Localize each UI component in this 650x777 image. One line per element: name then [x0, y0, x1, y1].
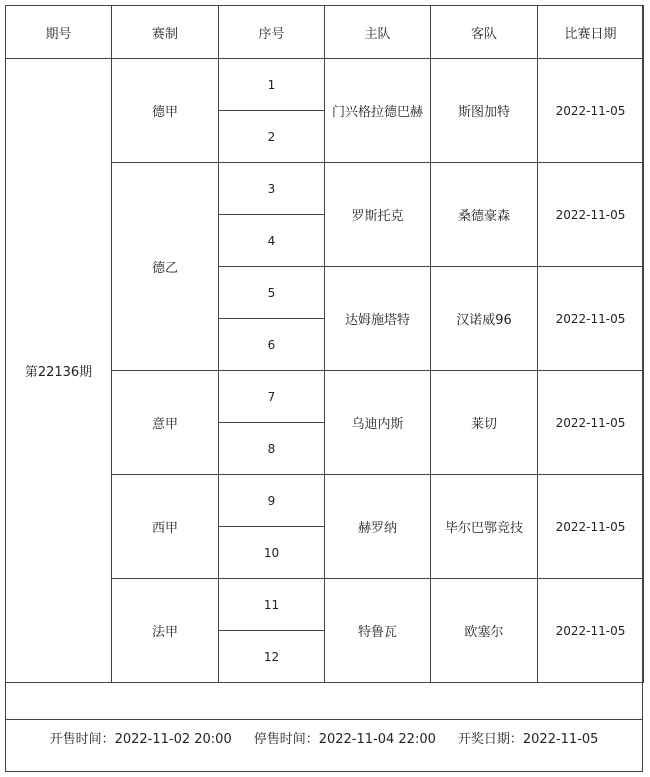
away-team-cell: 桑德豪森 — [431, 163, 538, 267]
match-date-cell: 2022-11-05 — [538, 163, 644, 267]
away-team-cell: 汉诺威96 — [431, 267, 538, 371]
home-team-cell: 乌迪内斯 — [325, 371, 431, 475]
header-issue: 期号 — [6, 6, 112, 59]
seq-cell: 11 — [219, 579, 325, 631]
header-seq: 序号 — [219, 6, 325, 59]
seq-cell: 2 — [219, 111, 325, 163]
blank-row — [5, 681, 643, 720]
match-schedule-table — [5, 5, 644, 683]
seq-cell: 4 — [219, 215, 325, 267]
header-home: 主队 — [325, 6, 431, 59]
away-team-cell: 斯图加特 — [431, 59, 538, 163]
seq-cell: 10 — [219, 527, 325, 579]
seq-cell: 12 — [219, 631, 325, 683]
seq-cell: 7 — [219, 371, 325, 423]
home-team-cell: 罗斯托克 — [325, 163, 431, 267]
home-team-cell: 门兴格拉德巴赫 — [325, 59, 431, 163]
match-date-cell: 2022-11-05 — [538, 59, 644, 163]
match-date-cell: 2022-11-05 — [538, 371, 644, 475]
home-team-cell: 赫罗纳 — [325, 475, 431, 579]
match-date-cell: 2022-11-05 — [538, 579, 644, 683]
home-team-cell: 特鲁瓦 — [325, 579, 431, 683]
match-date-cell: 2022-11-05 — [538, 267, 644, 371]
table-row — [6, 59, 644, 111]
sale-info-footer — [5, 720, 643, 760]
match-date-cell: 2022-11-05 — [538, 475, 644, 579]
home-team-cell: 达姆施塔特 — [325, 267, 431, 371]
away-team-cell: 莱切 — [431, 371, 538, 475]
league-cell: 德乙 — [112, 163, 219, 371]
issue-cell: 第22136期 — [6, 59, 112, 683]
seq-cell: 5 — [219, 267, 325, 319]
seq-cell: 1 — [219, 59, 325, 111]
seq-cell: 8 — [219, 423, 325, 475]
seq-cell: 6 — [219, 319, 325, 371]
header-league: 赛制 — [112, 6, 219, 59]
away-team-cell: 欧塞尔 — [431, 579, 538, 683]
league-cell: 德甲 — [112, 59, 219, 163]
away-team-cell: 毕尔巴鄂竞技 — [431, 475, 538, 579]
seq-cell: 3 — [219, 163, 325, 215]
seq-cell: 9 — [219, 475, 325, 527]
league-cell: 西甲 — [112, 475, 219, 579]
header-row — [6, 6, 644, 59]
league-cell: 意甲 — [112, 371, 219, 475]
sale-start-time: 开售时间：2022-11-02 20:00 — [49, 732, 232, 747]
sale-stop-time: 停售时间：2022-11-04 22:00 — [253, 732, 436, 747]
league-cell: 法甲 — [112, 579, 219, 683]
draw-date: 开奖日期：2022-11-05 — [457, 732, 599, 747]
header-date: 比赛日期 — [538, 6, 644, 59]
header-away: 客队 — [431, 6, 538, 59]
